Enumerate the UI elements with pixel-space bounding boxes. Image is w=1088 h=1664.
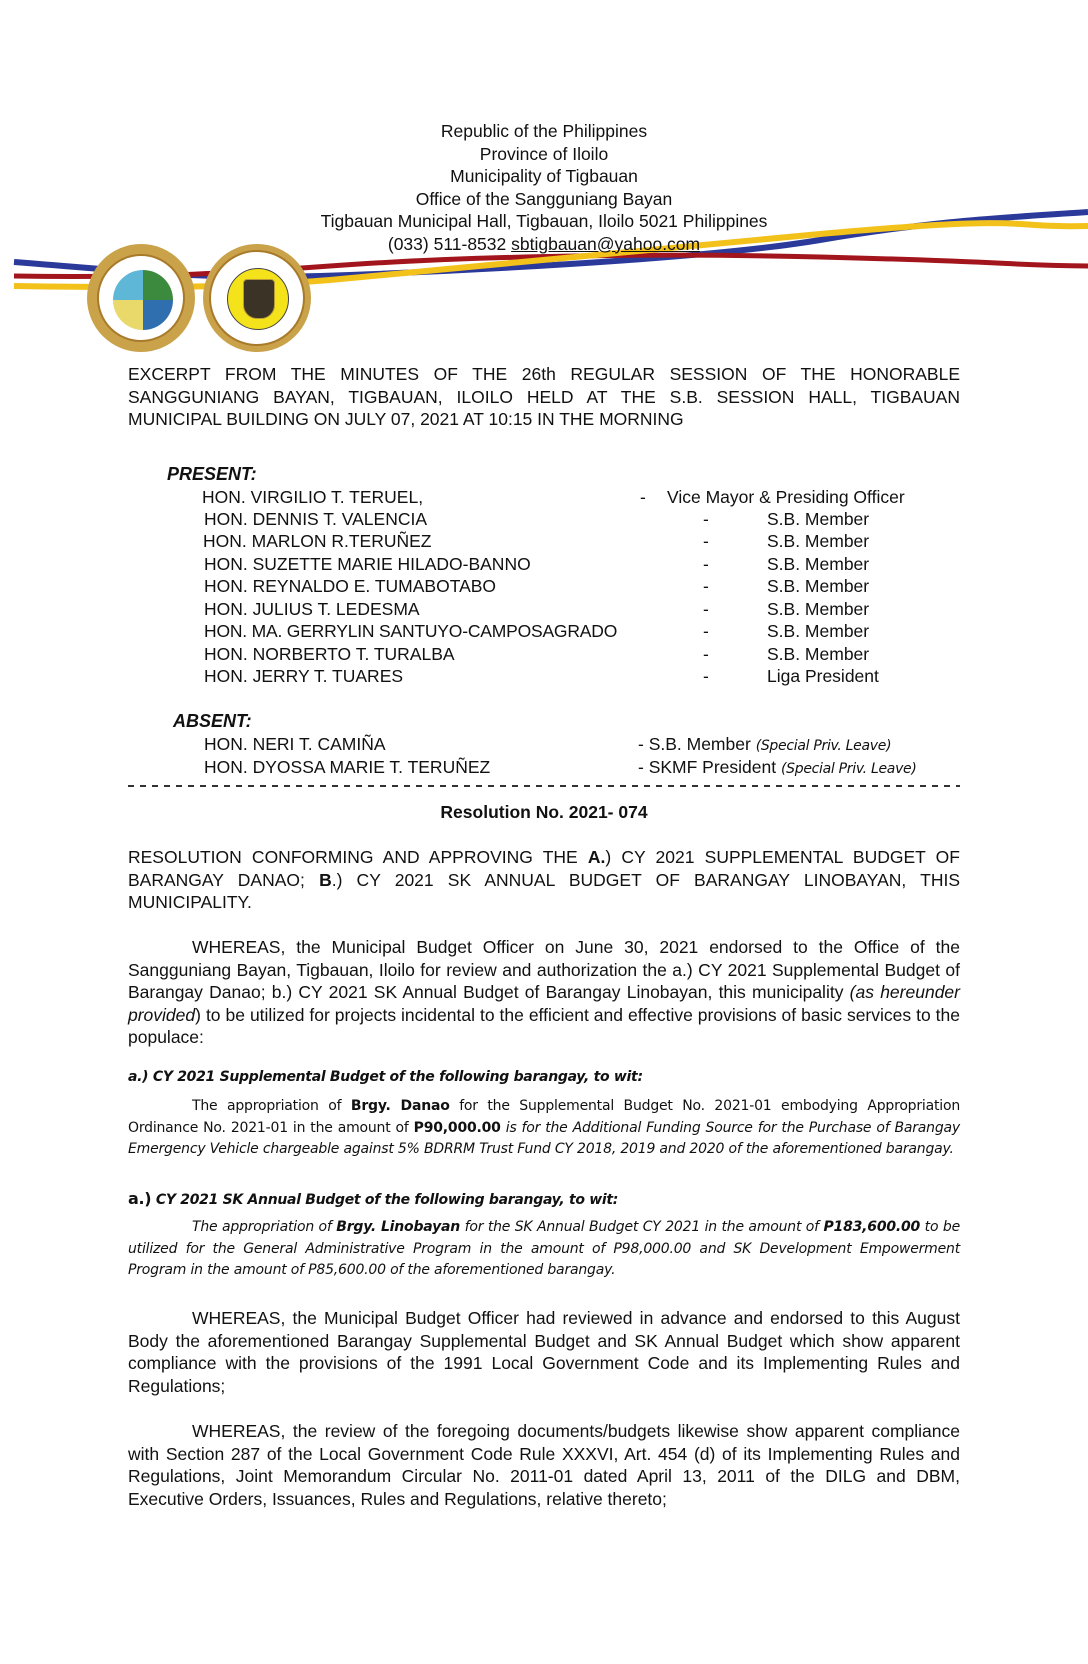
section-marker: a.) xyxy=(128,1189,152,1208)
body-text: The appropriation of xyxy=(192,1098,351,1114)
attendee-role: Vice Mayor & Presiding Officer xyxy=(667,487,905,507)
letterhead-country: Republic of the Philippines xyxy=(440,121,648,141)
amount: P90,000.00 xyxy=(413,1119,501,1136)
barangay-name: Brgy. Danao xyxy=(350,1098,450,1114)
attendee-name: HON. JULIUS T. LEDESMA xyxy=(204,599,420,619)
letterhead-municipality: Municipality of Tigbauan xyxy=(450,166,638,186)
municipality-of-tigbauan-seal xyxy=(87,244,195,352)
attendee-dash: - xyxy=(703,644,709,664)
absent-label: ABSENT: xyxy=(173,711,252,731)
section-a-heading: a.) CY 2021 Supplemental Budget of the following barangay, to wit: xyxy=(128,1069,643,1085)
title-text: RESOLUTION CONFORMING AND APPROVING THE xyxy=(128,847,588,867)
letterhead xyxy=(0,120,1088,255)
letterhead-address: Tigbauan Municipal Hall, Tigbauan, Iloilo 5021 Philippines xyxy=(320,211,768,231)
absentee-role-text: - S.B. Member xyxy=(638,734,751,754)
section-a-body xyxy=(128,1096,960,1161)
attendee-name: HON. JERRY T. TUARES xyxy=(204,666,404,686)
section-b-heading xyxy=(128,1189,618,1208)
absentee-role xyxy=(638,733,891,758)
attendee-name: HON. REYNALDO E. TUMABOTABO xyxy=(204,576,497,596)
attendee-role: S.B. Member xyxy=(767,576,870,596)
attendee-dash: - xyxy=(703,621,709,641)
attendee-role: S.B. Member xyxy=(767,621,870,641)
attendee-name: HON. VIRGILIO T. TERUEL, xyxy=(202,487,424,507)
whereas-clause-3: WHEREAS, the review of the foregoing documents/budgets likewise show apparent compliance with Section 287 of the Local Government Code Rule XXXVI, Art. 454 (d) of its Implementing Rules and Regulations, Joint Memorandum Circular No. 2011-01 dated April 13, 2011 of the DILG and DBM, Executive Orders, Issuances, Rules and Regulations, relative thereto; xyxy=(128,1421,960,1509)
resolution-number: Resolution No. 2021- 074 xyxy=(440,802,648,822)
absentee-role xyxy=(638,756,917,781)
clause-italic-text: (as hereunder provided xyxy=(128,982,960,1025)
attendee-role: S.B. Member xyxy=(767,554,870,574)
attendee-name: HON. MA. GERRYLIN SANTUYO-CAMPOSAGRADO xyxy=(204,621,618,641)
attendee-dash: - xyxy=(703,509,709,529)
body-text: The appropriation of xyxy=(192,1219,337,1235)
excerpt-heading: EXCERPT FROM THE MINUTES OF THE 26th REGULAR SESSION OF THE HONORABLE SANGGUNIANG BAYAN, TIGBAUAN, ILOILO HELD AT THE S.B. SESSION HALL, TIGBAUAN MUNICIPAL BUILDING ON JULY 07, 2021 AT 10:15 IN THE MORNING xyxy=(128,364,960,429)
dashed-separator xyxy=(128,785,960,787)
absentee-name: HON. DYOSSA MARIE T. TERUÑEZ xyxy=(204,757,491,777)
section-heading-text: CY 2021 SK Annual Budget of the following barangay, to wit: xyxy=(155,1192,619,1208)
attendee-role: S.B. Member xyxy=(767,644,870,664)
clause-text: ) to be utilized for projects incidental to the efficient and effective provisions of basic services to the populace: xyxy=(128,1004,960,1047)
attendee-name: HON. DENNIS T. VALENCIA xyxy=(204,509,428,529)
leave-note: (Special Priv. Leave) xyxy=(780,761,917,777)
section-b-body xyxy=(128,1217,960,1282)
phone-number: (033) 511-8532 xyxy=(387,233,507,254)
title-text: .) CY 2021 SK ANNUAL BUDGET OF BARANGAY LINOBAYAN, THIS MUNICIPALITY. xyxy=(128,869,960,912)
sangguniang-bayan-seal xyxy=(203,244,311,352)
attendee-dash: - xyxy=(703,576,709,596)
clause-text: WHEREAS, the Municipal Budget Officer on June 30, 2021 endorsed to the Office of the Sangguniang Bayan, Tigbauan, Iloilo for review and authorization the a.) CY 2021 Supplemental Budget of Barangay Danao; b.) CY 2021 SK Annual Budget of Barangay Linobayan, this municipality xyxy=(128,937,960,1002)
resolution-title xyxy=(128,846,960,914)
letterhead-province: Province of Iloilo xyxy=(479,143,609,164)
letterhead-office: Office of the Sangguniang Bayan xyxy=(415,188,673,209)
title-text: ) CY 2021 SUPPLEMENTAL BUDGET OF BARANGAY DANAO; xyxy=(128,847,960,890)
whereas-clause-1 xyxy=(128,936,960,1049)
barangay-name: Brgy. Linobayan xyxy=(336,1219,461,1235)
leave-note: (Special Priv. Leave) xyxy=(755,738,892,754)
body-text: for the SK Annual Budget CY 2021 in the amount of xyxy=(460,1219,824,1235)
shield-emblem xyxy=(243,279,275,319)
attendee-dash: - xyxy=(703,666,709,686)
attendee-role: S.B. Member xyxy=(767,531,870,551)
body-text: to be utilized for the General Administrative Program in the amount of P98,000.00 and SK Development Empowerment Program in the amount of P85,600.00 of the aforementioned barangay. xyxy=(128,1219,960,1278)
letterhead-contact xyxy=(0,233,1088,256)
attendee-role: Liga President xyxy=(767,666,879,686)
attendee-dash: - xyxy=(703,531,709,551)
email-link[interactable]: sbtigbauan@yahoo.com xyxy=(511,233,701,254)
attendee-dash: - xyxy=(703,599,709,619)
whereas-clause-2: WHEREAS, the Municipal Budget Officer had reviewed in advance and endorsed to this August Body the aforementioned Barangay Supplemental Budget and SK Annual Budget which show apparent compliance with the provisions of the 1991 Local Government Code and its Implementing Rules and Regulations; xyxy=(128,1308,960,1396)
title-item-a: A. xyxy=(587,847,606,867)
attendee-name: HON. NORBERTO T. TURALBA xyxy=(204,644,455,664)
present-label: PRESENT: xyxy=(167,464,257,484)
amount: P183,600.00 xyxy=(823,1219,921,1235)
attendee-dash: - xyxy=(640,487,646,507)
attendee-role: S.B. Member xyxy=(767,599,870,619)
attendee-name: HON. MARLON R.TERUÑEZ xyxy=(203,531,432,551)
title-item-b: B xyxy=(319,869,332,890)
body-italic-text: is for the Additional Funding Source for the Purchase of Barangay Emergency Vehicle chargeable against 5% BDRRM Trust Fund CY 2018, 2019 and 2020 of the aforementioned barangay. xyxy=(128,1119,960,1157)
absentee-name: HON. NERI T. CAMIÑA xyxy=(204,734,386,754)
body-text: for the Supplemental Budget No. 2021-01 embodying Appropriation Ordinance No. 2021-01 in the amount of xyxy=(128,1098,961,1136)
attendee-dash: - xyxy=(703,554,709,574)
attendee-name: HON. SUZETTE MARIE HILADO-BANNO xyxy=(204,554,531,574)
absentee-role-text: - SKMF President xyxy=(638,757,777,777)
attendee-role: S.B. Member xyxy=(767,509,870,529)
